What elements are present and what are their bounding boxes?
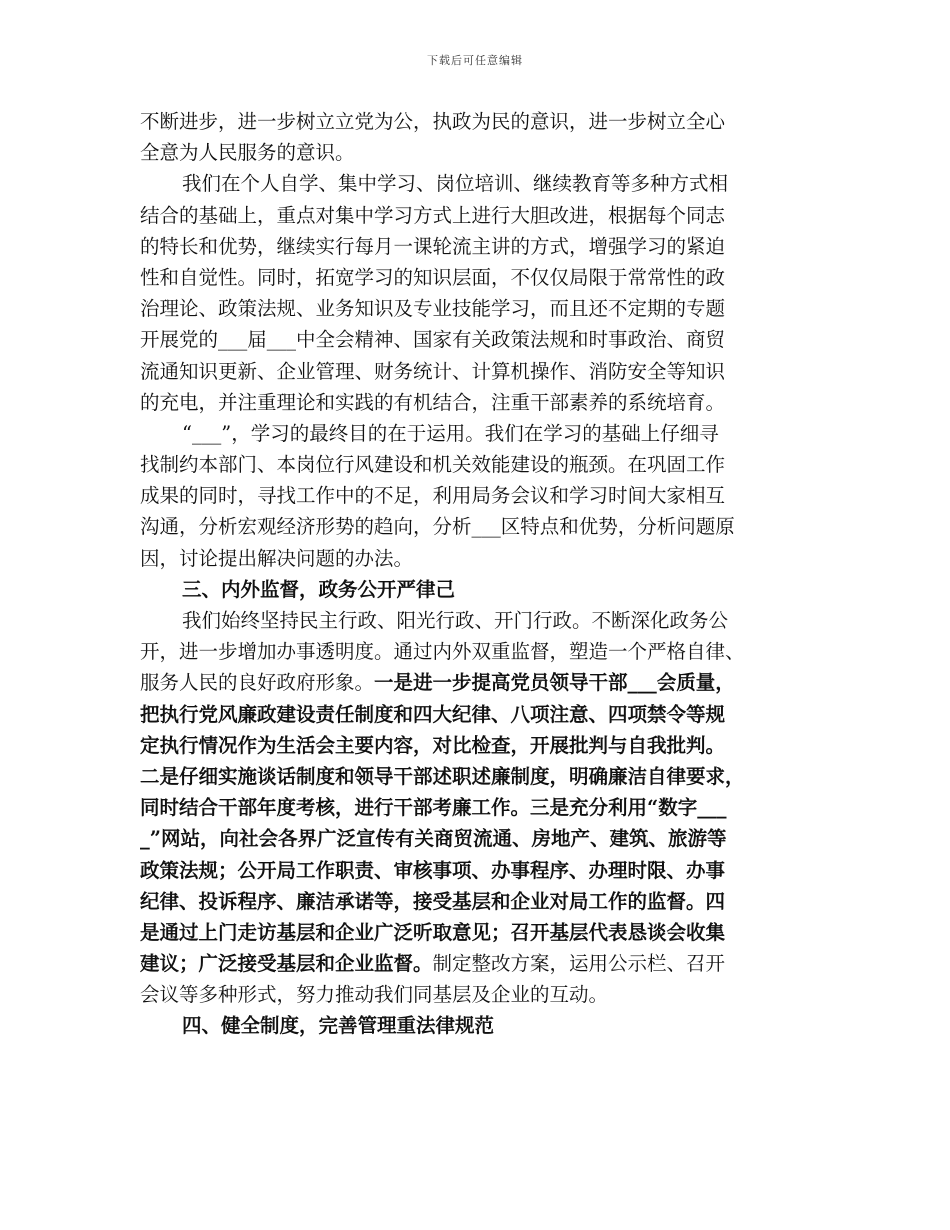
text-line: 流通知识更新、企业管理、财务统计、计算机操作、消防安全等知识	[140, 359, 726, 383]
bold-text-line: 定执行情况作为生活会主要内容，对比检查，开展批判与自我批判。	[140, 733, 726, 757]
bold-segment: 建议；广泛接受基层和企业监督。	[140, 952, 433, 976]
text-line: 治理论、政策法规、业务知识及专业技能学习，而且还不定期的专题	[140, 297, 726, 321]
document-body	[140, 106, 830, 1042]
bold-text-line: 二是仔细实施谈话制度和领导干部述职述廉制度，明确廉洁自律要求，	[140, 764, 745, 788]
text-line: 找制约本部门、本岗位行风建设和机关效能建设的瓶颈。在巩固工作	[140, 453, 726, 477]
text-line: 全意为人民服务的意识。	[140, 141, 355, 165]
section-heading: 三、内外监督，政务公开严律己	[182, 577, 456, 601]
text-line: 性和自觉性。同时，拓宽学习的知识层面，不仅仅局限于常常性的政	[140, 265, 726, 289]
text-line: 成果的同时，寻找工作中的不足，利用局务会议和学习时间大家相互	[140, 484, 726, 508]
text-line: 结合的基础上，重点对集中学习方式上进行大胆改进，根据每个同志	[140, 203, 726, 227]
plain-segment: 服务人民的良好政府形象。	[140, 671, 375, 695]
page-header: 下载后可任意编辑	[427, 54, 523, 67]
text-line: 的充电，并注重理论和实践的有机结合，注重干部素养的系统培育。	[140, 390, 726, 414]
text-line: 因，讨论提出解决问题的办法。	[140, 546, 414, 570]
plain-segment: 制定整改方案，运用公示栏、召开	[432, 952, 726, 976]
text-line: 的特长和优势，继续实行每月一课轮流主讲的方式，增强学习的紧迫	[140, 234, 726, 258]
text-line: 会议等多种形式，努力推动我们同基层及企业的互动。	[140, 983, 609, 1007]
paragraph-start-line: 我们在个人自学、集中学习、岗位培训、继续教育等多种方式相	[182, 172, 729, 196]
paragraph-start-line: “___”，学习的最终目的在于运用。我们在学习的基础上仔细寻	[182, 421, 719, 445]
text-line	[140, 948, 830, 979]
bold-text-line: 政策法规；公开局工作职责、审核事项、办事程序、办理时限、办事	[140, 858, 726, 882]
bold-text-line: _”网站，向社会各界广泛宣传有关商贸流通、房地产、建筑、旅游等	[140, 827, 727, 851]
paragraph-start-line: 我们始终坚持民主行政、阳光行政、开门行政。不断深化政务公	[182, 609, 729, 632]
section-heading: 四、健全制度，完善管理重法律规范	[182, 1014, 495, 1038]
text-line	[140, 667, 830, 698]
bold-text-line: 同时结合干部年度考核，进行干部考廉工作。三是充分利用“数字___	[140, 796, 727, 820]
bold-segment: 一是进一步提高党员领导干部___会质量，	[374, 671, 735, 695]
bold-text-line: 纪律、投诉程序、廉洁承诺等，接受基层和企业对局工作的监督。四	[140, 889, 726, 913]
bold-text-line: 是通过上门走访基层和企业广泛听取意见；召开基层代表恳谈会收集	[140, 920, 726, 944]
text-line: 沟通，分析宏观经济形势的趋向，分析___区特点和优势，分析问题原	[140, 515, 735, 539]
text-line: 开展党的___届___中全会精神、国家有关政策法规和时事政治、商贸	[140, 328, 726, 352]
text-line: 开，进一步增加办事透明度。通过内外双重监督，塑造一个严格自律、	[140, 640, 745, 664]
bold-text-line: 把执行党风廉政建设责任制度和四大纪律、八项注意、四项禁令等规	[140, 702, 726, 726]
text-line: 不断进步，进一步树立立党为公，执政为民的意识，进一步树立全心	[140, 110, 726, 133]
